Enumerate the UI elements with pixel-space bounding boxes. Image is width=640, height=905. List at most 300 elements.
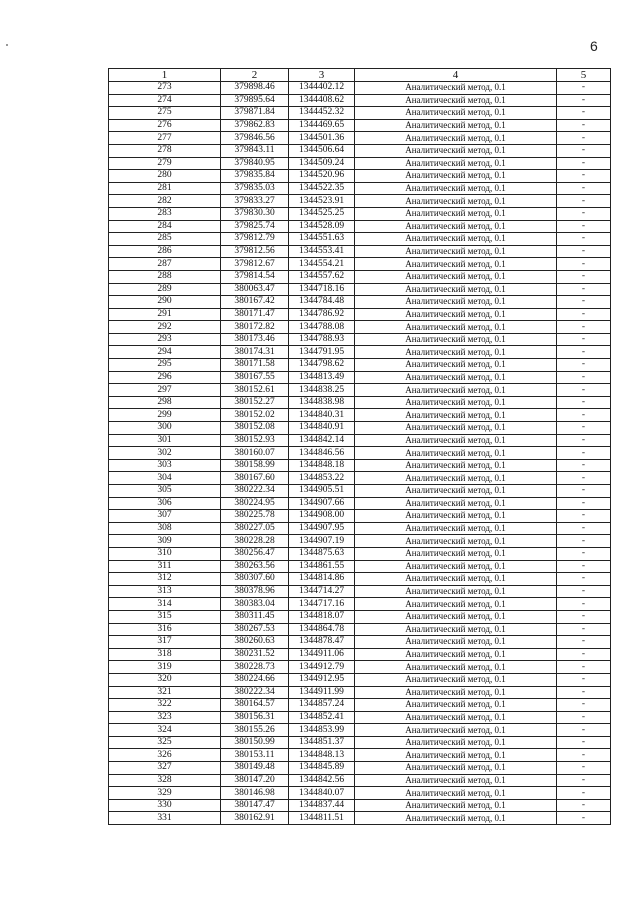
- table-row: [109, 107, 611, 120]
- col5-cell: -: [557, 497, 611, 510]
- col5-cell: -: [557, 170, 611, 183]
- y-coordinate-cell: 1344554.21: [289, 258, 355, 271]
- table-row: [109, 258, 611, 271]
- x-coordinate-cell: 380267.53: [221, 623, 289, 636]
- point-number-cell: 288: [109, 270, 221, 283]
- table-row: [109, 648, 611, 661]
- col5-cell: -: [557, 119, 611, 132]
- point-number-cell: 303: [109, 459, 221, 472]
- x-coordinate-cell: 380222.34: [221, 485, 289, 498]
- scan-speck: [6, 44, 8, 46]
- y-coordinate-cell: 1344718.16: [289, 283, 355, 296]
- y-coordinate-cell: 1344840.31: [289, 409, 355, 422]
- point-number-cell: 278: [109, 144, 221, 157]
- x-coordinate-cell: 380173.46: [221, 333, 289, 346]
- x-coordinate-cell: 380164.57: [221, 699, 289, 712]
- y-coordinate-cell: 1344551.63: [289, 233, 355, 246]
- table-row: [109, 182, 611, 195]
- table-row: [109, 333, 611, 346]
- header-row: [109, 69, 611, 82]
- col5-cell: -: [557, 522, 611, 535]
- table-row: [109, 207, 611, 220]
- point-number-cell: 296: [109, 371, 221, 384]
- col5-cell: -: [557, 736, 611, 749]
- table-row: [109, 661, 611, 674]
- y-coordinate-cell: 1344818.07: [289, 610, 355, 623]
- point-number-cell: 307: [109, 510, 221, 523]
- point-number-cell: 304: [109, 472, 221, 485]
- y-coordinate-cell: 1344714.27: [289, 585, 355, 598]
- table-row: [109, 233, 611, 246]
- point-number-cell: 315: [109, 610, 221, 623]
- x-coordinate-cell: 380311.45: [221, 610, 289, 623]
- point-number-cell: 282: [109, 195, 221, 208]
- method-cell: Аналитический метод, 0.1: [355, 409, 557, 422]
- table-row: [109, 119, 611, 132]
- x-coordinate-cell: 379843.11: [221, 144, 289, 157]
- y-coordinate-cell: 1344402.12: [289, 82, 355, 95]
- method-cell: Аналитический метод, 0.1: [355, 371, 557, 384]
- point-number-cell: 319: [109, 661, 221, 674]
- y-coordinate-cell: 1344814.86: [289, 573, 355, 586]
- table-row: [109, 762, 611, 775]
- method-cell: Аналитический метод, 0.1: [355, 258, 557, 271]
- point-number-cell: 308: [109, 522, 221, 535]
- point-number-cell: 284: [109, 220, 221, 233]
- point-number-cell: 327: [109, 762, 221, 775]
- y-coordinate-cell: 1344857.24: [289, 699, 355, 712]
- x-coordinate-cell: 380228.28: [221, 535, 289, 548]
- method-cell: Аналитический метод, 0.1: [355, 233, 557, 246]
- point-number-cell: 312: [109, 573, 221, 586]
- col5-cell: -: [557, 371, 611, 384]
- point-number-cell: 297: [109, 384, 221, 397]
- y-coordinate-cell: 1344864.78: [289, 623, 355, 636]
- method-cell: Аналитический метод, 0.1: [355, 774, 557, 787]
- method-cell: Аналитический метод, 0.1: [355, 321, 557, 334]
- y-coordinate-cell: 1344912.79: [289, 661, 355, 674]
- method-cell: Аналитический метод, 0.1: [355, 787, 557, 800]
- x-coordinate-cell: 379898.46: [221, 82, 289, 95]
- x-coordinate-cell: 379812.79: [221, 233, 289, 246]
- point-number-cell: 290: [109, 296, 221, 309]
- x-coordinate-cell: 380152.93: [221, 434, 289, 447]
- point-number-cell: 298: [109, 396, 221, 409]
- y-coordinate-cell: 1344557.62: [289, 270, 355, 283]
- table-row: [109, 270, 611, 283]
- x-coordinate-cell: 379835.03: [221, 182, 289, 195]
- point-number-cell: 274: [109, 94, 221, 107]
- table-row: [109, 170, 611, 183]
- x-coordinate-cell: 380147.47: [221, 799, 289, 812]
- method-cell: Аналитический метод, 0.1: [355, 220, 557, 233]
- method-cell: Аналитический метод, 0.1: [355, 749, 557, 762]
- col5-cell: -: [557, 308, 611, 321]
- table-row: [109, 522, 611, 535]
- point-number-cell: 292: [109, 321, 221, 334]
- x-coordinate-cell: 379814.54: [221, 270, 289, 283]
- y-coordinate-cell: 1344525.25: [289, 207, 355, 220]
- method-cell: Аналитический метод, 0.1: [355, 308, 557, 321]
- method-cell: Аналитический метод, 0.1: [355, 535, 557, 548]
- y-coordinate-cell: 1344911.06: [289, 648, 355, 661]
- method-cell: Аналитический метод, 0.1: [355, 195, 557, 208]
- method-cell: Аналитический метод, 0.1: [355, 107, 557, 120]
- col5-cell: -: [557, 699, 611, 712]
- page-number: 6: [590, 38, 598, 54]
- method-cell: Аналитический метод, 0.1: [355, 636, 557, 649]
- col5-cell: -: [557, 573, 611, 586]
- y-coordinate-cell: 1344452.32: [289, 107, 355, 120]
- method-cell: Аналитический метод, 0.1: [355, 333, 557, 346]
- y-coordinate-cell: 1344788.08: [289, 321, 355, 334]
- table-row: [109, 799, 611, 812]
- table-row: [109, 321, 611, 334]
- method-cell: Аналитический метод, 0.1: [355, 132, 557, 145]
- table-row: [109, 472, 611, 485]
- x-coordinate-cell: 380171.47: [221, 308, 289, 321]
- table-row: [109, 585, 611, 598]
- x-coordinate-cell: 380155.26: [221, 724, 289, 737]
- table-row: [109, 686, 611, 699]
- table-row: [109, 144, 611, 157]
- x-coordinate-cell: 380167.60: [221, 472, 289, 485]
- y-coordinate-cell: 1344907.19: [289, 535, 355, 548]
- table-row: [109, 598, 611, 611]
- point-number-cell: 276: [109, 119, 221, 132]
- x-coordinate-cell: 380263.56: [221, 560, 289, 573]
- method-cell: Аналитический метод, 0.1: [355, 762, 557, 775]
- point-number-cell: 294: [109, 346, 221, 359]
- point-number-cell: 321: [109, 686, 221, 699]
- method-cell: Аналитический метод, 0.1: [355, 598, 557, 611]
- method-cell: Аналитический метод, 0.1: [355, 157, 557, 170]
- x-coordinate-cell: 379812.56: [221, 245, 289, 258]
- point-number-cell: 314: [109, 598, 221, 611]
- method-cell: Аналитический метод, 0.1: [355, 648, 557, 661]
- x-coordinate-cell: 380172.82: [221, 321, 289, 334]
- table-row: [109, 510, 611, 523]
- x-coordinate-cell: 380153.11: [221, 749, 289, 762]
- col5-cell: -: [557, 598, 611, 611]
- table-row: [109, 573, 611, 586]
- method-cell: Аналитический метод, 0.1: [355, 359, 557, 372]
- y-coordinate-cell: 1344908.00: [289, 510, 355, 523]
- y-coordinate-cell: 1344845.89: [289, 762, 355, 775]
- point-number-cell: 295: [109, 359, 221, 372]
- y-coordinate-cell: 1344522.35: [289, 182, 355, 195]
- col5-cell: -: [557, 447, 611, 460]
- col5-cell: -: [557, 799, 611, 812]
- table-row: [109, 396, 611, 409]
- col5-cell: -: [557, 749, 611, 762]
- col5-cell: -: [557, 346, 611, 359]
- header-point-number: 1: [109, 69, 221, 82]
- point-number-cell: 279: [109, 157, 221, 170]
- col5-cell: -: [557, 711, 611, 724]
- table-row: [109, 699, 611, 712]
- y-coordinate-cell: 1344469.65: [289, 119, 355, 132]
- x-coordinate-cell: 380156.31: [221, 711, 289, 724]
- col5-cell: -: [557, 510, 611, 523]
- y-coordinate-cell: 1344853.22: [289, 472, 355, 485]
- x-coordinate-cell: 380063.47: [221, 283, 289, 296]
- y-coordinate-cell: 1344840.07: [289, 787, 355, 800]
- col5-cell: -: [557, 132, 611, 145]
- method-cell: Аналитический метод, 0.1: [355, 485, 557, 498]
- table-row: [109, 787, 611, 800]
- x-coordinate-cell: 380222.34: [221, 686, 289, 699]
- col5-cell: -: [557, 560, 611, 573]
- point-number-cell: 316: [109, 623, 221, 636]
- method-cell: Аналитический метод, 0.1: [355, 560, 557, 573]
- point-number-cell: 283: [109, 207, 221, 220]
- x-coordinate-cell: 379846.56: [221, 132, 289, 145]
- x-coordinate-cell: 380167.42: [221, 296, 289, 309]
- point-number-cell: 326: [109, 749, 221, 762]
- col5-cell: -: [557, 359, 611, 372]
- col5-cell: -: [557, 182, 611, 195]
- y-coordinate-cell: 1344811.51: [289, 812, 355, 825]
- col5-cell: -: [557, 195, 611, 208]
- x-coordinate-cell: 380152.08: [221, 422, 289, 435]
- method-cell: Аналитический метод, 0.1: [355, 699, 557, 712]
- point-number-cell: 299: [109, 409, 221, 422]
- col5-cell: -: [557, 157, 611, 170]
- x-coordinate-cell: 379835.84: [221, 170, 289, 183]
- y-coordinate-cell: 1344842.14: [289, 434, 355, 447]
- x-coordinate-cell: 380146.98: [221, 787, 289, 800]
- table-row: [109, 132, 611, 145]
- col5-cell: -: [557, 409, 611, 422]
- point-number-cell: 318: [109, 648, 221, 661]
- col5-cell: -: [557, 774, 611, 787]
- y-coordinate-cell: 1344553.41: [289, 245, 355, 258]
- method-cell: Аналитический метод, 0.1: [355, 673, 557, 686]
- point-number-cell: 273: [109, 82, 221, 95]
- y-coordinate-cell: 1344837.44: [289, 799, 355, 812]
- y-coordinate-cell: 1344501.36: [289, 132, 355, 145]
- y-coordinate-cell: 1344912.95: [289, 673, 355, 686]
- col5-cell: -: [557, 787, 611, 800]
- point-number-cell: 277: [109, 132, 221, 145]
- y-coordinate-cell: 1344784.48: [289, 296, 355, 309]
- point-number-cell: 323: [109, 711, 221, 724]
- y-coordinate-cell: 1344838.25: [289, 384, 355, 397]
- point-number-cell: 300: [109, 422, 221, 435]
- col5-cell: -: [557, 472, 611, 485]
- method-cell: Аналитический метод, 0.1: [355, 661, 557, 674]
- col5-cell: -: [557, 812, 611, 825]
- table-row: [109, 308, 611, 321]
- point-number-cell: 293: [109, 333, 221, 346]
- col5-cell: -: [557, 296, 611, 309]
- point-number-cell: 328: [109, 774, 221, 787]
- table-row: [109, 157, 611, 170]
- table-row: [109, 245, 611, 258]
- point-number-cell: 291: [109, 308, 221, 321]
- x-coordinate-cell: 380307.60: [221, 573, 289, 586]
- col5-cell: -: [557, 258, 611, 271]
- y-coordinate-cell: 1344905.51: [289, 485, 355, 498]
- method-cell: Аналитический метод, 0.1: [355, 447, 557, 460]
- y-coordinate-cell: 1344838.98: [289, 396, 355, 409]
- x-coordinate-cell: 379812.67: [221, 258, 289, 271]
- method-cell: Аналитический метод, 0.1: [355, 573, 557, 586]
- table-row: [109, 94, 611, 107]
- table-row: [109, 623, 611, 636]
- y-coordinate-cell: 1344786.92: [289, 308, 355, 321]
- table-row: [109, 535, 611, 548]
- table-row: [109, 724, 611, 737]
- x-coordinate-cell: 380383.04: [221, 598, 289, 611]
- method-cell: Аналитический метод, 0.1: [355, 547, 557, 560]
- x-coordinate-cell: 380224.66: [221, 673, 289, 686]
- point-number-cell: 311: [109, 560, 221, 573]
- x-coordinate-cell: 380152.02: [221, 409, 289, 422]
- point-number-cell: 302: [109, 447, 221, 460]
- table-row: [109, 497, 611, 510]
- x-coordinate-cell: 380162.91: [221, 812, 289, 825]
- method-cell: Аналитический метод, 0.1: [355, 82, 557, 95]
- col5-cell: -: [557, 547, 611, 560]
- col5-cell: -: [557, 82, 611, 95]
- x-coordinate-cell: 379862.83: [221, 119, 289, 132]
- y-coordinate-cell: 1344878.47: [289, 636, 355, 649]
- method-cell: Аналитический метод, 0.1: [355, 434, 557, 447]
- method-cell: Аналитический метод, 0.1: [355, 736, 557, 749]
- table-row: [109, 610, 611, 623]
- x-coordinate-cell: 380231.52: [221, 648, 289, 661]
- col5-cell: -: [557, 422, 611, 435]
- method-cell: Аналитический метод, 0.1: [355, 472, 557, 485]
- table-header: [109, 69, 611, 82]
- point-number-cell: 309: [109, 535, 221, 548]
- header-col5: 5: [557, 69, 611, 82]
- y-coordinate-cell: 1344788.93: [289, 333, 355, 346]
- table-row: [109, 220, 611, 233]
- table-row: [109, 749, 611, 762]
- y-coordinate-cell: 1344791.95: [289, 346, 355, 359]
- x-coordinate-cell: 380158.99: [221, 459, 289, 472]
- x-coordinate-cell: 380228.73: [221, 661, 289, 674]
- point-number-cell: 305: [109, 485, 221, 498]
- x-coordinate-cell: 379871.84: [221, 107, 289, 120]
- col5-cell: -: [557, 321, 611, 334]
- method-cell: Аналитический метод, 0.1: [355, 711, 557, 724]
- x-coordinate-cell: 380378.96: [221, 585, 289, 598]
- table-row: [109, 812, 611, 825]
- y-coordinate-cell: 1344408.62: [289, 94, 355, 107]
- col5-cell: -: [557, 270, 611, 283]
- method-cell: Аналитический метод, 0.1: [355, 724, 557, 737]
- table-row: [109, 774, 611, 787]
- point-number-cell: 331: [109, 812, 221, 825]
- y-coordinate-cell: 1344853.99: [289, 724, 355, 737]
- col5-cell: -: [557, 333, 611, 346]
- point-number-cell: 281: [109, 182, 221, 195]
- method-cell: Аналитический метод, 0.1: [355, 497, 557, 510]
- table-row: [109, 359, 611, 372]
- table-row: [109, 434, 611, 447]
- point-number-cell: 285: [109, 233, 221, 246]
- col5-cell: -: [557, 207, 611, 220]
- table-row: [109, 459, 611, 472]
- table-row: [109, 409, 611, 422]
- method-cell: Аналитический метод, 0.1: [355, 459, 557, 472]
- method-cell: Аналитический метод, 0.1: [355, 207, 557, 220]
- y-coordinate-cell: 1344852.41: [289, 711, 355, 724]
- col5-cell: -: [557, 233, 611, 246]
- y-coordinate-cell: 1344911.99: [289, 686, 355, 699]
- x-coordinate-cell: 380147.20: [221, 774, 289, 787]
- method-cell: Аналитический метод, 0.1: [355, 585, 557, 598]
- col5-cell: -: [557, 762, 611, 775]
- point-number-cell: 322: [109, 699, 221, 712]
- y-coordinate-cell: 1344798.62: [289, 359, 355, 372]
- method-cell: Аналитический метод, 0.1: [355, 396, 557, 409]
- col5-cell: -: [557, 396, 611, 409]
- col5-cell: -: [557, 623, 611, 636]
- point-number-cell: 289: [109, 283, 221, 296]
- x-coordinate-cell: 380171.58: [221, 359, 289, 372]
- col5-cell: -: [557, 283, 611, 296]
- x-coordinate-cell: 380160.07: [221, 447, 289, 460]
- point-number-cell: 313: [109, 585, 221, 598]
- col5-cell: -: [557, 661, 611, 674]
- point-number-cell: 275: [109, 107, 221, 120]
- y-coordinate-cell: 1344520.96: [289, 170, 355, 183]
- x-coordinate-cell: 380227.05: [221, 522, 289, 535]
- col5-cell: -: [557, 144, 611, 157]
- point-number-cell: 301: [109, 434, 221, 447]
- y-coordinate-cell: 1344717.16: [289, 598, 355, 611]
- coordinates-table: [108, 68, 611, 825]
- x-coordinate-cell: 379840.95: [221, 157, 289, 170]
- y-coordinate-cell: 1344528.09: [289, 220, 355, 233]
- method-cell: Аналитический метод, 0.1: [355, 384, 557, 397]
- y-coordinate-cell: 1344907.95: [289, 522, 355, 535]
- col5-cell: -: [557, 636, 611, 649]
- x-coordinate-cell: 379830.30: [221, 207, 289, 220]
- method-cell: Аналитический метод, 0.1: [355, 812, 557, 825]
- method-cell: Аналитический метод, 0.1: [355, 245, 557, 258]
- col5-cell: -: [557, 724, 611, 737]
- table-row: [109, 447, 611, 460]
- y-coordinate-cell: 1344840.91: [289, 422, 355, 435]
- y-coordinate-cell: 1344848.13: [289, 749, 355, 762]
- x-coordinate-cell: 380167.55: [221, 371, 289, 384]
- col5-cell: -: [557, 220, 611, 233]
- header-x-coordinate: 2: [221, 69, 289, 82]
- method-cell: Аналитический метод, 0.1: [355, 346, 557, 359]
- header-y-coordinate: 3: [289, 69, 355, 82]
- x-coordinate-cell: 380260.63: [221, 636, 289, 649]
- method-cell: Аналитический метод, 0.1: [355, 119, 557, 132]
- y-coordinate-cell: 1344523.91: [289, 195, 355, 208]
- header-method: 4: [355, 69, 557, 82]
- method-cell: Аналитический метод, 0.1: [355, 610, 557, 623]
- method-cell: Аналитический метод, 0.1: [355, 94, 557, 107]
- x-coordinate-cell: 379825.74: [221, 220, 289, 233]
- table-row: [109, 422, 611, 435]
- y-coordinate-cell: 1344875.63: [289, 547, 355, 560]
- point-number-cell: 286: [109, 245, 221, 258]
- table-row: [109, 371, 611, 384]
- table-row: [109, 283, 611, 296]
- x-coordinate-cell: 380225.78: [221, 510, 289, 523]
- method-cell: Аналитический метод, 0.1: [355, 510, 557, 523]
